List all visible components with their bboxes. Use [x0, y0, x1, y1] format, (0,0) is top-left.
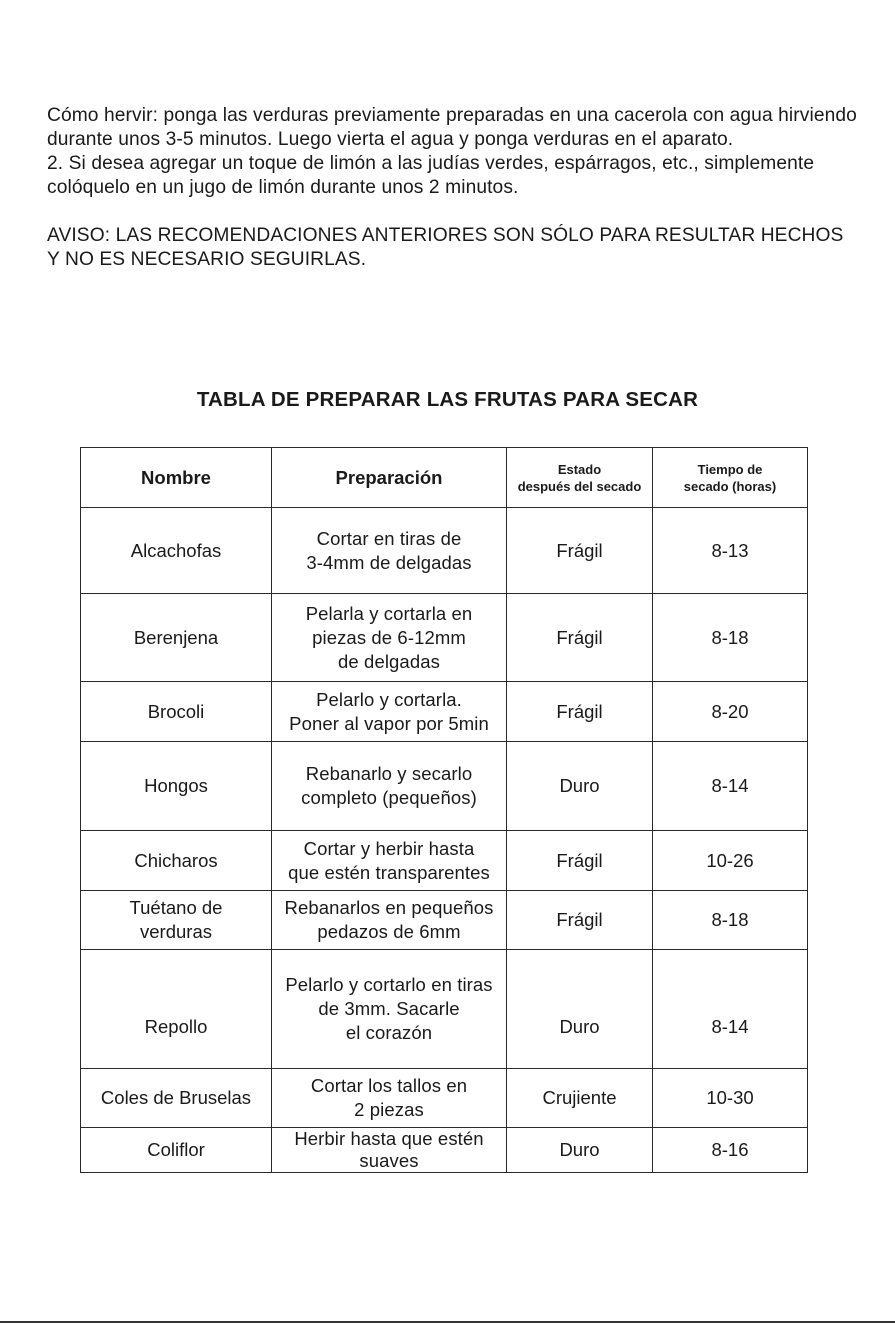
table-row	[81, 594, 808, 682]
cell-time: 8-16	[653, 1128, 808, 1173]
header-time: Tiempo de secado (horas)	[653, 448, 808, 508]
cell-state: Duro	[507, 950, 653, 1069]
cell-state: Duro	[507, 1128, 653, 1173]
cell-state: Duro	[507, 742, 653, 831]
cell-time: 8-13	[653, 508, 808, 594]
table-row	[81, 1128, 808, 1173]
cell-preparation: Rebanarlo y secarlo completo (pequeños)	[272, 742, 507, 831]
table-row	[81, 1069, 808, 1128]
cell-preparation: Pelarla y cortarla en piezas de 6-12mm de delgadas	[272, 594, 507, 682]
cell-time: 8-18	[653, 891, 808, 950]
cell-time: 8-14	[653, 950, 808, 1069]
table-title: TABLA DE PREPARAR LAS FRUTAS PARA SECAR	[196, 388, 699, 411]
cell-time: 10-30	[653, 1069, 808, 1128]
cell-time: 8-14	[653, 742, 808, 831]
lemon-tip: 2. Si desea agregar un toque de limón a las judías verdes, espárragos, etc., simplemente colóquelo en un jugo de limón durante unos 2 minutos.	[47, 153, 815, 198]
cell-preparation: Cortar los tallos en 2 piezas	[272, 1069, 507, 1128]
boiling-instructions: Cómo hervir: ponga las verduras previamente preparadas en una cacerola con agua hirviendo durante unos 3-5 minutos. Luego vierta el agua y ponga verduras en el aparato.	[47, 105, 857, 150]
cell-name: Berenjena	[81, 594, 272, 682]
table-header-row	[81, 448, 808, 508]
cell-name: Hongos	[81, 742, 272, 831]
cell-preparation: Herbir hasta que estén suaves	[272, 1128, 507, 1173]
cell-state: Crujiente	[507, 1069, 653, 1128]
cell-state: Frágil	[507, 831, 653, 891]
cell-state: Frágil	[507, 682, 653, 742]
intro-text	[47, 104, 857, 272]
cell-preparation: Cortar en tiras de 3-4mm de delgadas	[272, 508, 507, 594]
cell-name: Chicharos	[81, 831, 272, 891]
header-state: Estado después del secado	[507, 448, 653, 508]
cell-state: Frágil	[507, 508, 653, 594]
cell-state: Frágil	[507, 594, 653, 682]
table-row	[81, 742, 808, 831]
bottom-rule	[0, 1321, 895, 1323]
cell-preparation: Rebanarlos en pequeños pedazos de 6mm	[272, 891, 507, 950]
cell-name: Coliflor	[81, 1128, 272, 1173]
cell-preparation: Pelarlo y cortarla. Poner al vapor por 5min	[272, 682, 507, 742]
table-row	[81, 682, 808, 742]
cell-name: Tuétano de verduras	[81, 891, 272, 950]
table-row	[81, 950, 808, 1069]
table-row	[81, 831, 808, 891]
drying-table	[80, 447, 808, 1173]
cell-time: 8-18	[653, 594, 808, 682]
cell-name: Alcachofas	[81, 508, 272, 594]
table-row	[81, 891, 808, 950]
cell-name: Coles de Bruselas	[81, 1069, 272, 1128]
cell-preparation: Pelarlo y cortarlo en tiras de 3mm. Sacarle el corazón	[272, 950, 507, 1069]
cell-state: Frágil	[507, 891, 653, 950]
cell-time: 8-20	[653, 682, 808, 742]
cell-name: Repollo	[81, 950, 272, 1069]
header-preparation: Preparación	[272, 448, 507, 508]
notice: AVISO: LAS RECOMENDACIONES ANTERIORES SON SÓLO PARA RESULTAR HECHOS Y NO ES NECESARIO SEGUIRLAS.	[47, 225, 844, 270]
table-row	[81, 508, 808, 594]
cell-name: Brocoli	[81, 682, 272, 742]
cell-time: 10-26	[653, 831, 808, 891]
cell-preparation: Cortar y herbir hasta que estén transparentes	[272, 831, 507, 891]
header-name: Nombre	[81, 448, 272, 508]
